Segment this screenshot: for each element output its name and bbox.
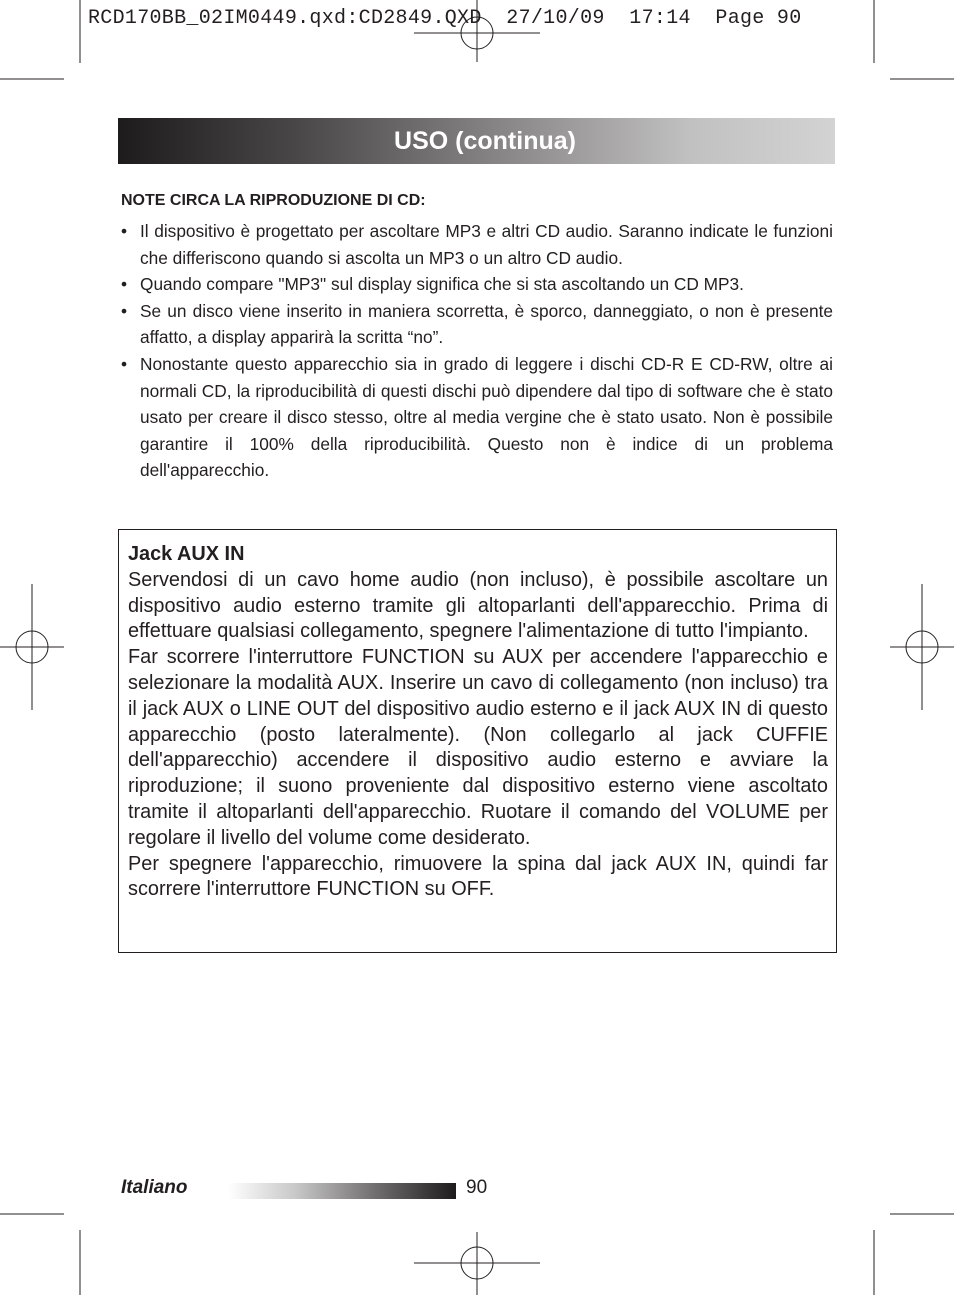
notes-heading: NOTE CIRCA LA RIPRODUZIONE DI CD: — [121, 192, 426, 209]
note-item — [118, 298, 833, 351]
section-banner — [118, 118, 835, 164]
cd-notes-section — [118, 192, 833, 484]
print-slug-line: RCD170BB_02IM0449.qxd:CD2849.QXD 27/10/09 17:14 Page 90 — [88, 7, 802, 30]
note-item — [118, 271, 833, 298]
bullet-icon: • — [121, 274, 128, 295]
footer-gradient-bar — [228, 1183, 456, 1199]
note-item — [118, 351, 833, 484]
aux-in-title: Jack AUX IN — [128, 543, 245, 565]
bullet-icon: • — [121, 221, 128, 241]
note-item — [118, 218, 833, 271]
note-text: Nonostante questo apparecchio sia in grado di leggere i dischi CD-R E CD-RW, oltre ai normali CD, la riproducibilità di questi dischi può dipendere dal tipo di software che è stato usato per creare il disco stesso, oltre al media vergine che è stato usato. Non è possibile garantire il 100% della riproducibilità. Questo non è indice di un problema dell'apparecchio. — [140, 353, 833, 481]
note-text: Il dispositivo è progettato per ascoltare MP3 e altri CD audio. Saranno indicate le funzioni che differiscono quando si ascolta un MP3 o un altro CD audio. — [140, 221, 833, 268]
aux-paragraph: Far scorrere l'interruttore FUNCTION su AUX per accendere l'apparecchio e selezionare la modalità AUX. Inserire un cavo di collegamento (non incluso) tra il jack AUX o LINE OUT del dispositivo audio esterno e il jack AUX IN di questo apparecchio (posto lateralmente). (Non collegarlo al jack CUFFIE dell'apparecchio) accendere il dispositivo audio esterno e avviare la riproduzione; il suono proveniente dal dispositivo esterno viene ascoltato tramite il altoparlanti dell'apparecchio. Ruotare il comando del VOLUME per regolare il livello del volume come desiderato. — [128, 646, 828, 849]
note-text: Quando compare "MP3" sul display significa che si sta ascoltando un CD MP3. — [140, 274, 744, 295]
registration-mark-right — [890, 584, 954, 710]
aux-in-box — [118, 529, 837, 953]
bullet-icon: • — [121, 300, 128, 321]
note-text: Se un disco viene inserito in maniera scorretta, è sporco, danneggiato, o non è presente affatto, a display apparirà la scritta “no”. — [140, 300, 833, 348]
section-title: USO (continua) — [394, 127, 576, 155]
aux-paragraph: Servendosi di un cavo home audio (non incluso), è possibile ascoltare un dispositivo audio esterno tramite gli altoparlanti dell'apparecchio. Prima di effettuare qualsiasi collegamento, spegnere l'alimentazione di tutto l'impianto. — [128, 568, 828, 643]
notes-list — [118, 218, 833, 484]
registration-mark-left — [0, 584, 64, 710]
page-number: 90 — [466, 1177, 488, 1198]
aux-paragraph: Per spegnere l'apparecchio, rimuovere la spina dal jack AUX IN, quindi far scorrere l'interruttore FUNCTION su OFF. — [128, 852, 828, 901]
registration-mark-bottom — [414, 1232, 540, 1295]
footer-language: Italiano — [121, 1177, 188, 1198]
bullet-icon: • — [121, 353, 128, 374]
